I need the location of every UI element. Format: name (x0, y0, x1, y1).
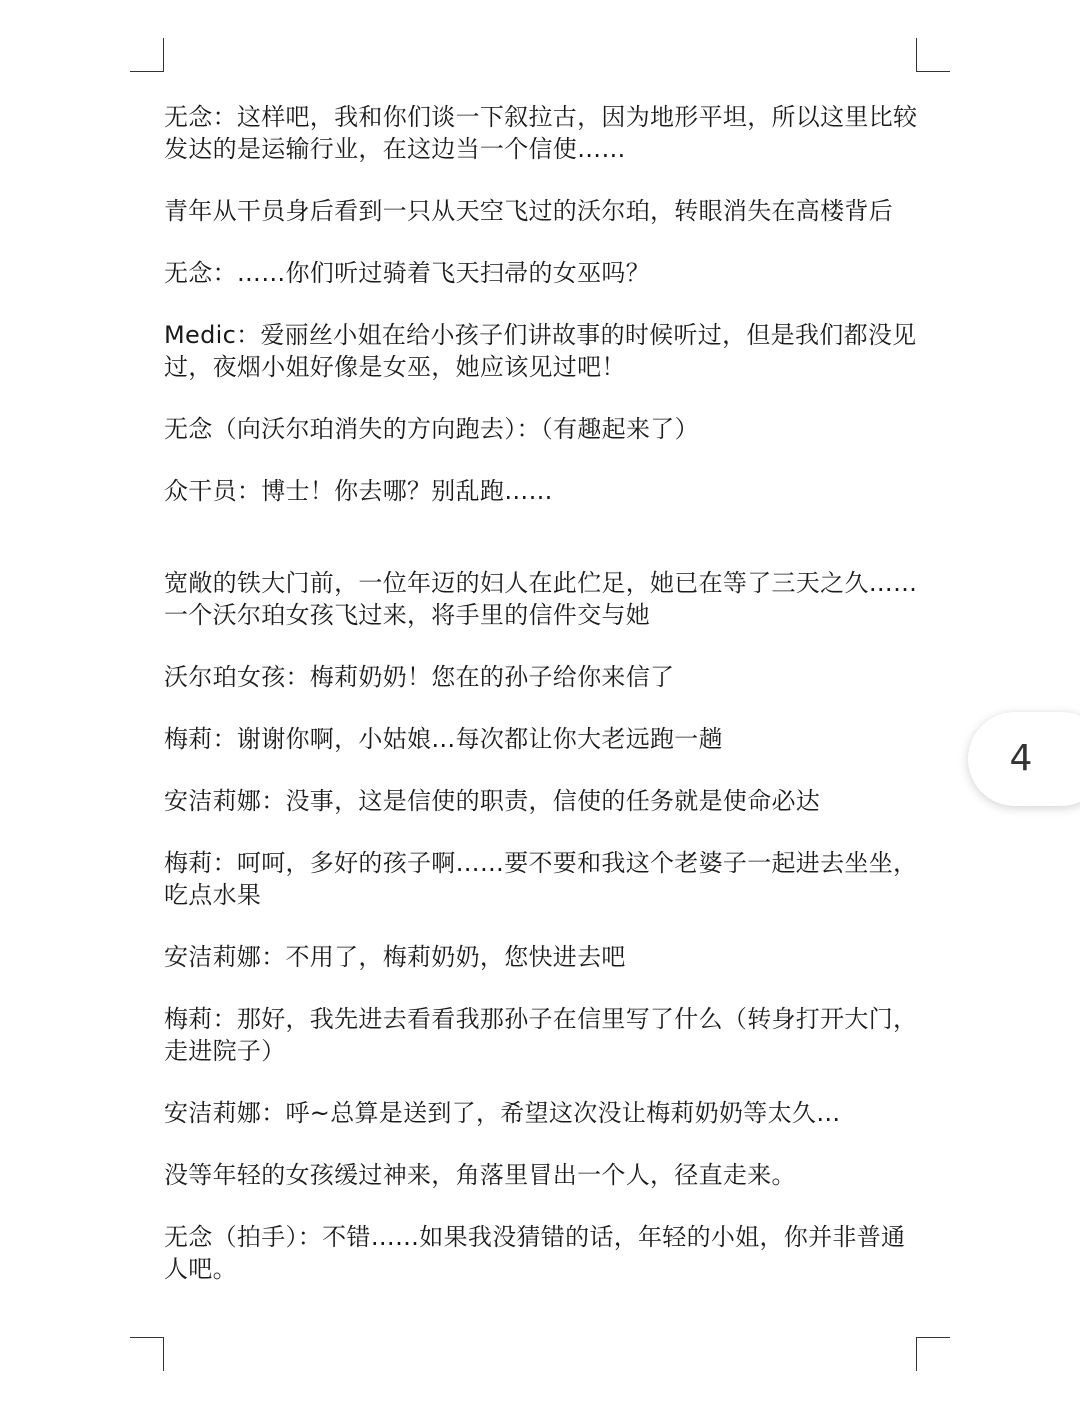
paragraph: 没等年轻的女孩缓过神来，角落里冒出一个人，径直走来。 (164, 1161, 796, 1189)
document-body (164, 101, 924, 1285)
paragraph: 梅莉：呵呵，多好的孩子啊……要不要和我这个老婆子一起进去坐坐，吃点水果 (164, 849, 918, 909)
page-number: 4 (1009, 738, 1033, 779)
page-corner-mark-bottom-left (130, 1337, 164, 1371)
paragraph: 梅莉：谢谢你啊，小姑娘…每次都让你大老远跑一趟 (164, 725, 723, 753)
paragraph: 无念（拍手）：不错……如果我没猜错的话，年轻的小姐，你并非普通人吧。 (164, 1223, 906, 1283)
paragraph: 无念：这样吧，我和你们谈一下叙拉古，因为地形平坦，所以这里比较发达的是运输行业，在这边当一个信使…… (164, 103, 918, 163)
paragraph: 安洁莉娜：呼~总算是送到了，希望这次没让梅莉奶奶等太久… (164, 1099, 841, 1127)
page-corner-mark-bottom-right (916, 1337, 950, 1371)
paragraph: Medic：爱丽丝小姐在给小孩子们讲故事的时候听过，但是我们都没见过，夜烟小姐好像是女巫，她应该见过吧！ (164, 321, 917, 381)
page-corner-mark-top-right (916, 38, 950, 72)
page-corner-mark-top-left (130, 38, 164, 72)
paragraph: 青年从干员身后看到一只从天空飞过的沃尔珀，转眼消失在高楼背后 (164, 197, 893, 225)
page-number-badge[interactable] (968, 712, 1080, 806)
paragraph: 众干员：博士！你去哪？别乱跑…… (164, 477, 553, 505)
paragraph: 无念：……你们听过骑着飞天扫帚的女巫吗？ (164, 259, 650, 287)
paragraph: 梅莉：那好，我先进去看看我那孙子在信里写了什么（转身打开大门，走进院子） (164, 1005, 918, 1065)
paragraph: 宽敞的铁大门前，一位年迈的妇人在此伫足，她已在等了三天之久……一个沃尔珀女孩飞过来，将手里的信件交与她 (164, 569, 918, 629)
paragraph: 沃尔珀女孩：梅莉奶奶！您在的孙子给你来信了 (164, 663, 675, 691)
paragraph: 安洁莉娜：不用了，梅莉奶奶，您快进去吧 (164, 943, 626, 971)
paragraph: 无念（向沃尔珀消失的方向跑去）：（有趣起来了） (164, 415, 699, 443)
paragraph: 安洁莉娜：没事，这是信使的职责，信使的任务就是使命必达 (164, 787, 821, 815)
